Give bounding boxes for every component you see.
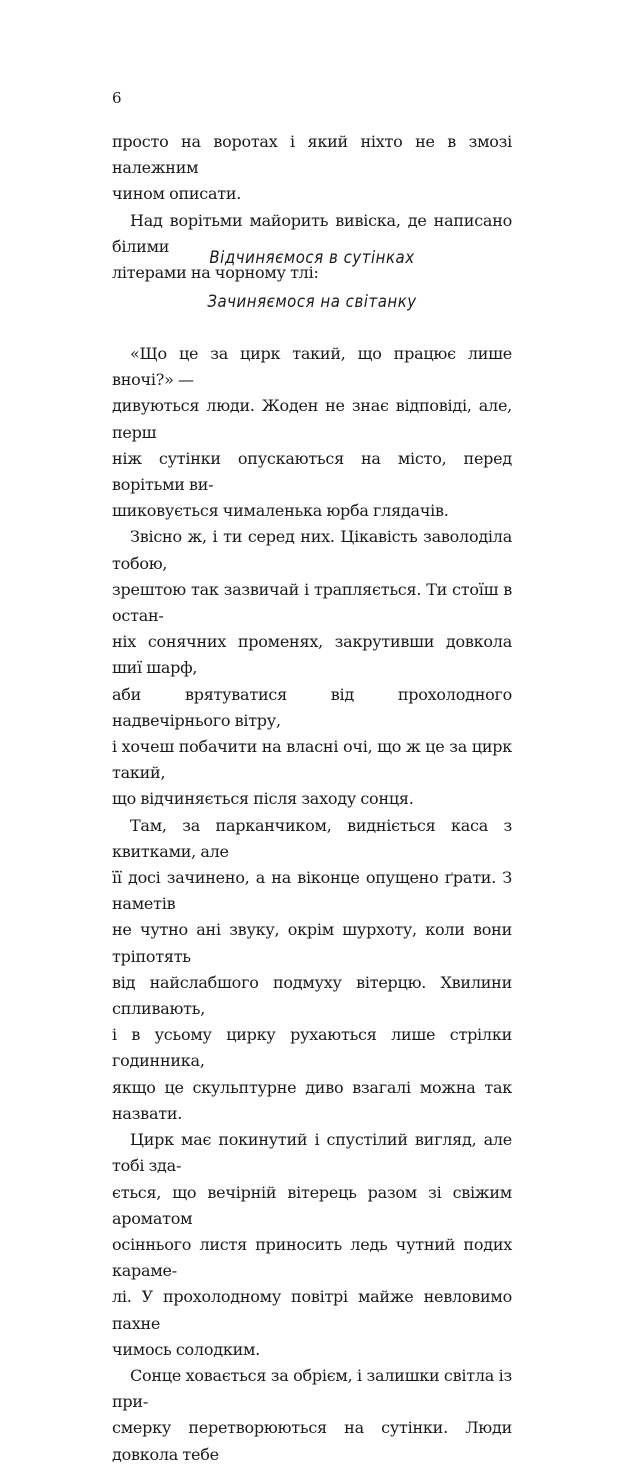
text-line: її досі зачинено, а на віконце опущено ґрати. З наметів (112, 868, 512, 914)
text-line: смерку перетворюються на сутінки. Люди довкола тебе (112, 1418, 512, 1464)
text-line: літерами на чорному тлі: (112, 263, 319, 283)
text-line: Над ворітьми майорить вивіска, де написано білими (112, 210, 512, 256)
page-number: 6 (112, 89, 122, 107)
text-line: осіннього листя приносить ледь чутний подих караме- (112, 1234, 512, 1281)
sign-line-closing: Зачиняємося на світанку (207, 292, 417, 312)
text-line: чином описати. (112, 184, 242, 204)
body-text (112, 341, 512, 1468)
text-line: зрештою так зазвичай і трапляється. Ти стоїш в остан- (112, 579, 512, 626)
text-line: Сонце ховається за обрієм, і залишки світла із при- (112, 1365, 512, 1412)
text-line: від найслабшого подмуху вітерцю. Хвилини спливають, (112, 972, 512, 1019)
text-line: Там, за парканчиком, видніється каса з квитками, але (112, 815, 512, 861)
text-line: якщо це скульптурне диво взагалі можна так назвати. (112, 1077, 512, 1123)
text-line: ніх сонячних променях, закрутивши довкола шиї шарф, (112, 632, 512, 678)
text-line: і в усьому цирку рухаються лише стрілки годинника, (112, 1025, 512, 1071)
text-line: лі. У прохолодному повітрі майже невловимо пахне (112, 1287, 512, 1333)
text-line: «Що це за цирк такий, що працює лише вночі?» — (112, 344, 512, 390)
text-line: дивуються люди. Жоден не знає відповіді, але, перш (112, 396, 512, 442)
text-line: не чутно ані звуку, окрім шурхоту, коли вони тріпотять (112, 920, 512, 966)
text-line: просто на воротах і який ніхто не в змозі належним (112, 132, 512, 178)
text-line: шиковується чималенька юрба глядачів. (112, 501, 449, 521)
text-line: чимось солодким. (112, 1339, 261, 1359)
text-line: Звісно ж, і ти серед них. Цікавість заволоділа тобою, (112, 527, 512, 573)
sign-line-opening: Відчиняємося в сутінках (209, 248, 415, 268)
text-line: і хочеш побачити на власні очі, що ж це за цирк такий, (112, 737, 512, 783)
text-line: аби врятуватися від прохолодного надвечірнього вітру, (112, 684, 512, 730)
text-line: Цирк має покинутий і спустілий вигляд, але тобі зда- (112, 1130, 512, 1176)
text-line: що відчиняється після заходу сонця. (112, 789, 414, 809)
text-line: ніж сутінки опускаються на місто, перед ворітьми ви- (112, 448, 512, 495)
text-line: ється, що вечірній вітерець разом зі свіжим ароматом (112, 1182, 512, 1228)
